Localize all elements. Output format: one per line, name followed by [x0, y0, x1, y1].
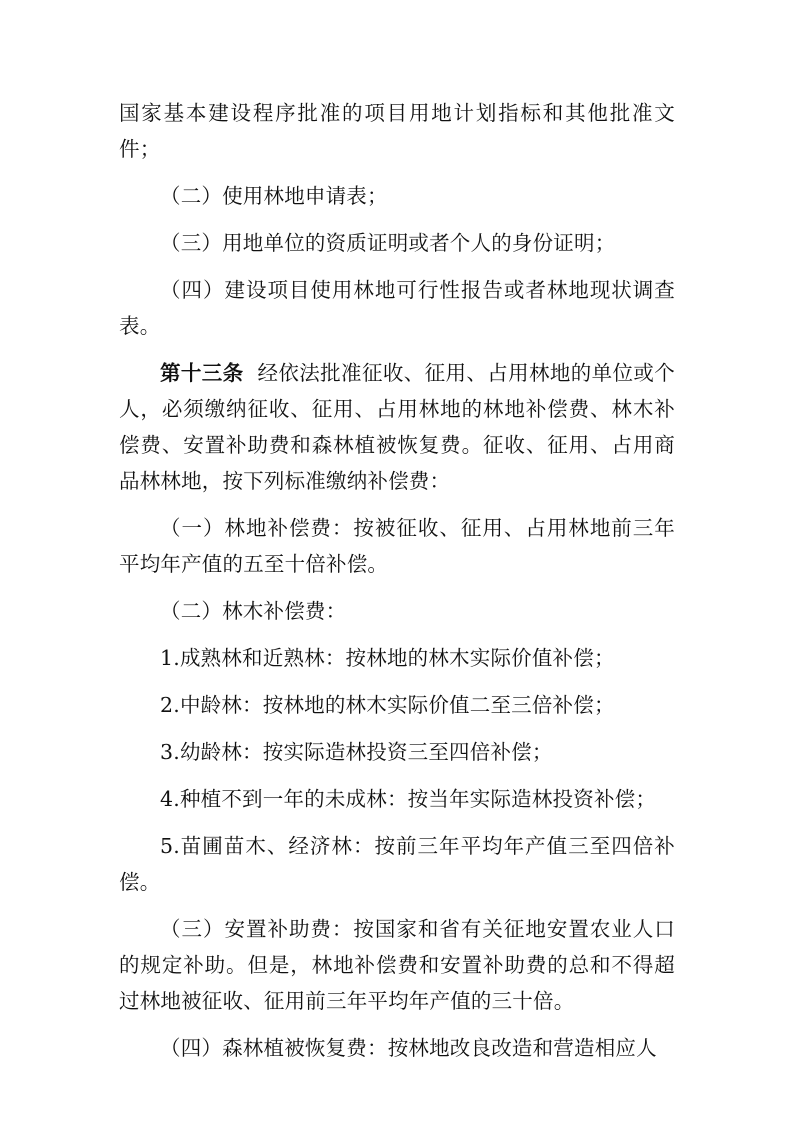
paragraph-item-4-feasibility-report: （四）建设项目使用林地可行性报告或者林地现状调查表。 [119, 278, 675, 338]
paragraph-resettlement-subsidy: （三）安置补助费：按国家和省有关征地安置农业人口的规定补助。但是，林地补偿费和安置补助费的总和不得超过林地被征收、征用前三年平均年产值的三十倍。 [119, 917, 675, 1013]
paragraph-item-3-qualification: （三）用地单位的资质证明或者个人的身份证明； [160, 231, 616, 255]
paragraph-approval-documents: 国家基本建设程序批准的项目用地计划指标和其他批准文件； [119, 101, 675, 161]
list-item-unestablished-forest: 4.种植不到一年的未成林：按当年实际造林投资补偿； [160, 787, 657, 811]
list-item-nursery-economic-forest: 5.苗圃苗木、经济林：按前三年平均年产值三至四倍补偿。 [119, 834, 675, 894]
paragraph-vegetation-restoration: （四）森林植被恢复费：按林地改良改造和营造相应人 [160, 1036, 657, 1060]
paragraph-forest-land-compensation: （一）林地补偿费：按被征收、征用、占用林地前三年平均年产值的五至十倍补偿。 [119, 516, 675, 576]
list-item-young-forest: 3.幼龄林：按实际造林投资三至四倍补偿； [160, 740, 553, 764]
document-page [119, 95, 675, 1066]
paragraph-article-13 [119, 355, 675, 499]
paragraph-timber-compensation: （二）林木补偿费： [160, 599, 347, 623]
article-number: 第十三条 [160, 361, 244, 385]
paragraph-item-2-application-form: （二）使用林地申请表； [160, 184, 388, 208]
list-item-middle-aged-forest: 2.中龄林：按林地的林木实际价值二至三倍补偿； [160, 693, 615, 717]
article-13-body: 经依法批准征收、征用、占用林地的单位或个人，必须缴纳征收、征用、占用林地的林地补偿费、林木补偿费、安置补助费和森林植被恢复费。征收、征用、占用商品林林地，按下列标准缴纳补偿费： [119, 361, 675, 493]
list-item-mature-forest: 1.成熟林和近熟林：按林地的林木实际价值补偿； [160, 646, 615, 670]
